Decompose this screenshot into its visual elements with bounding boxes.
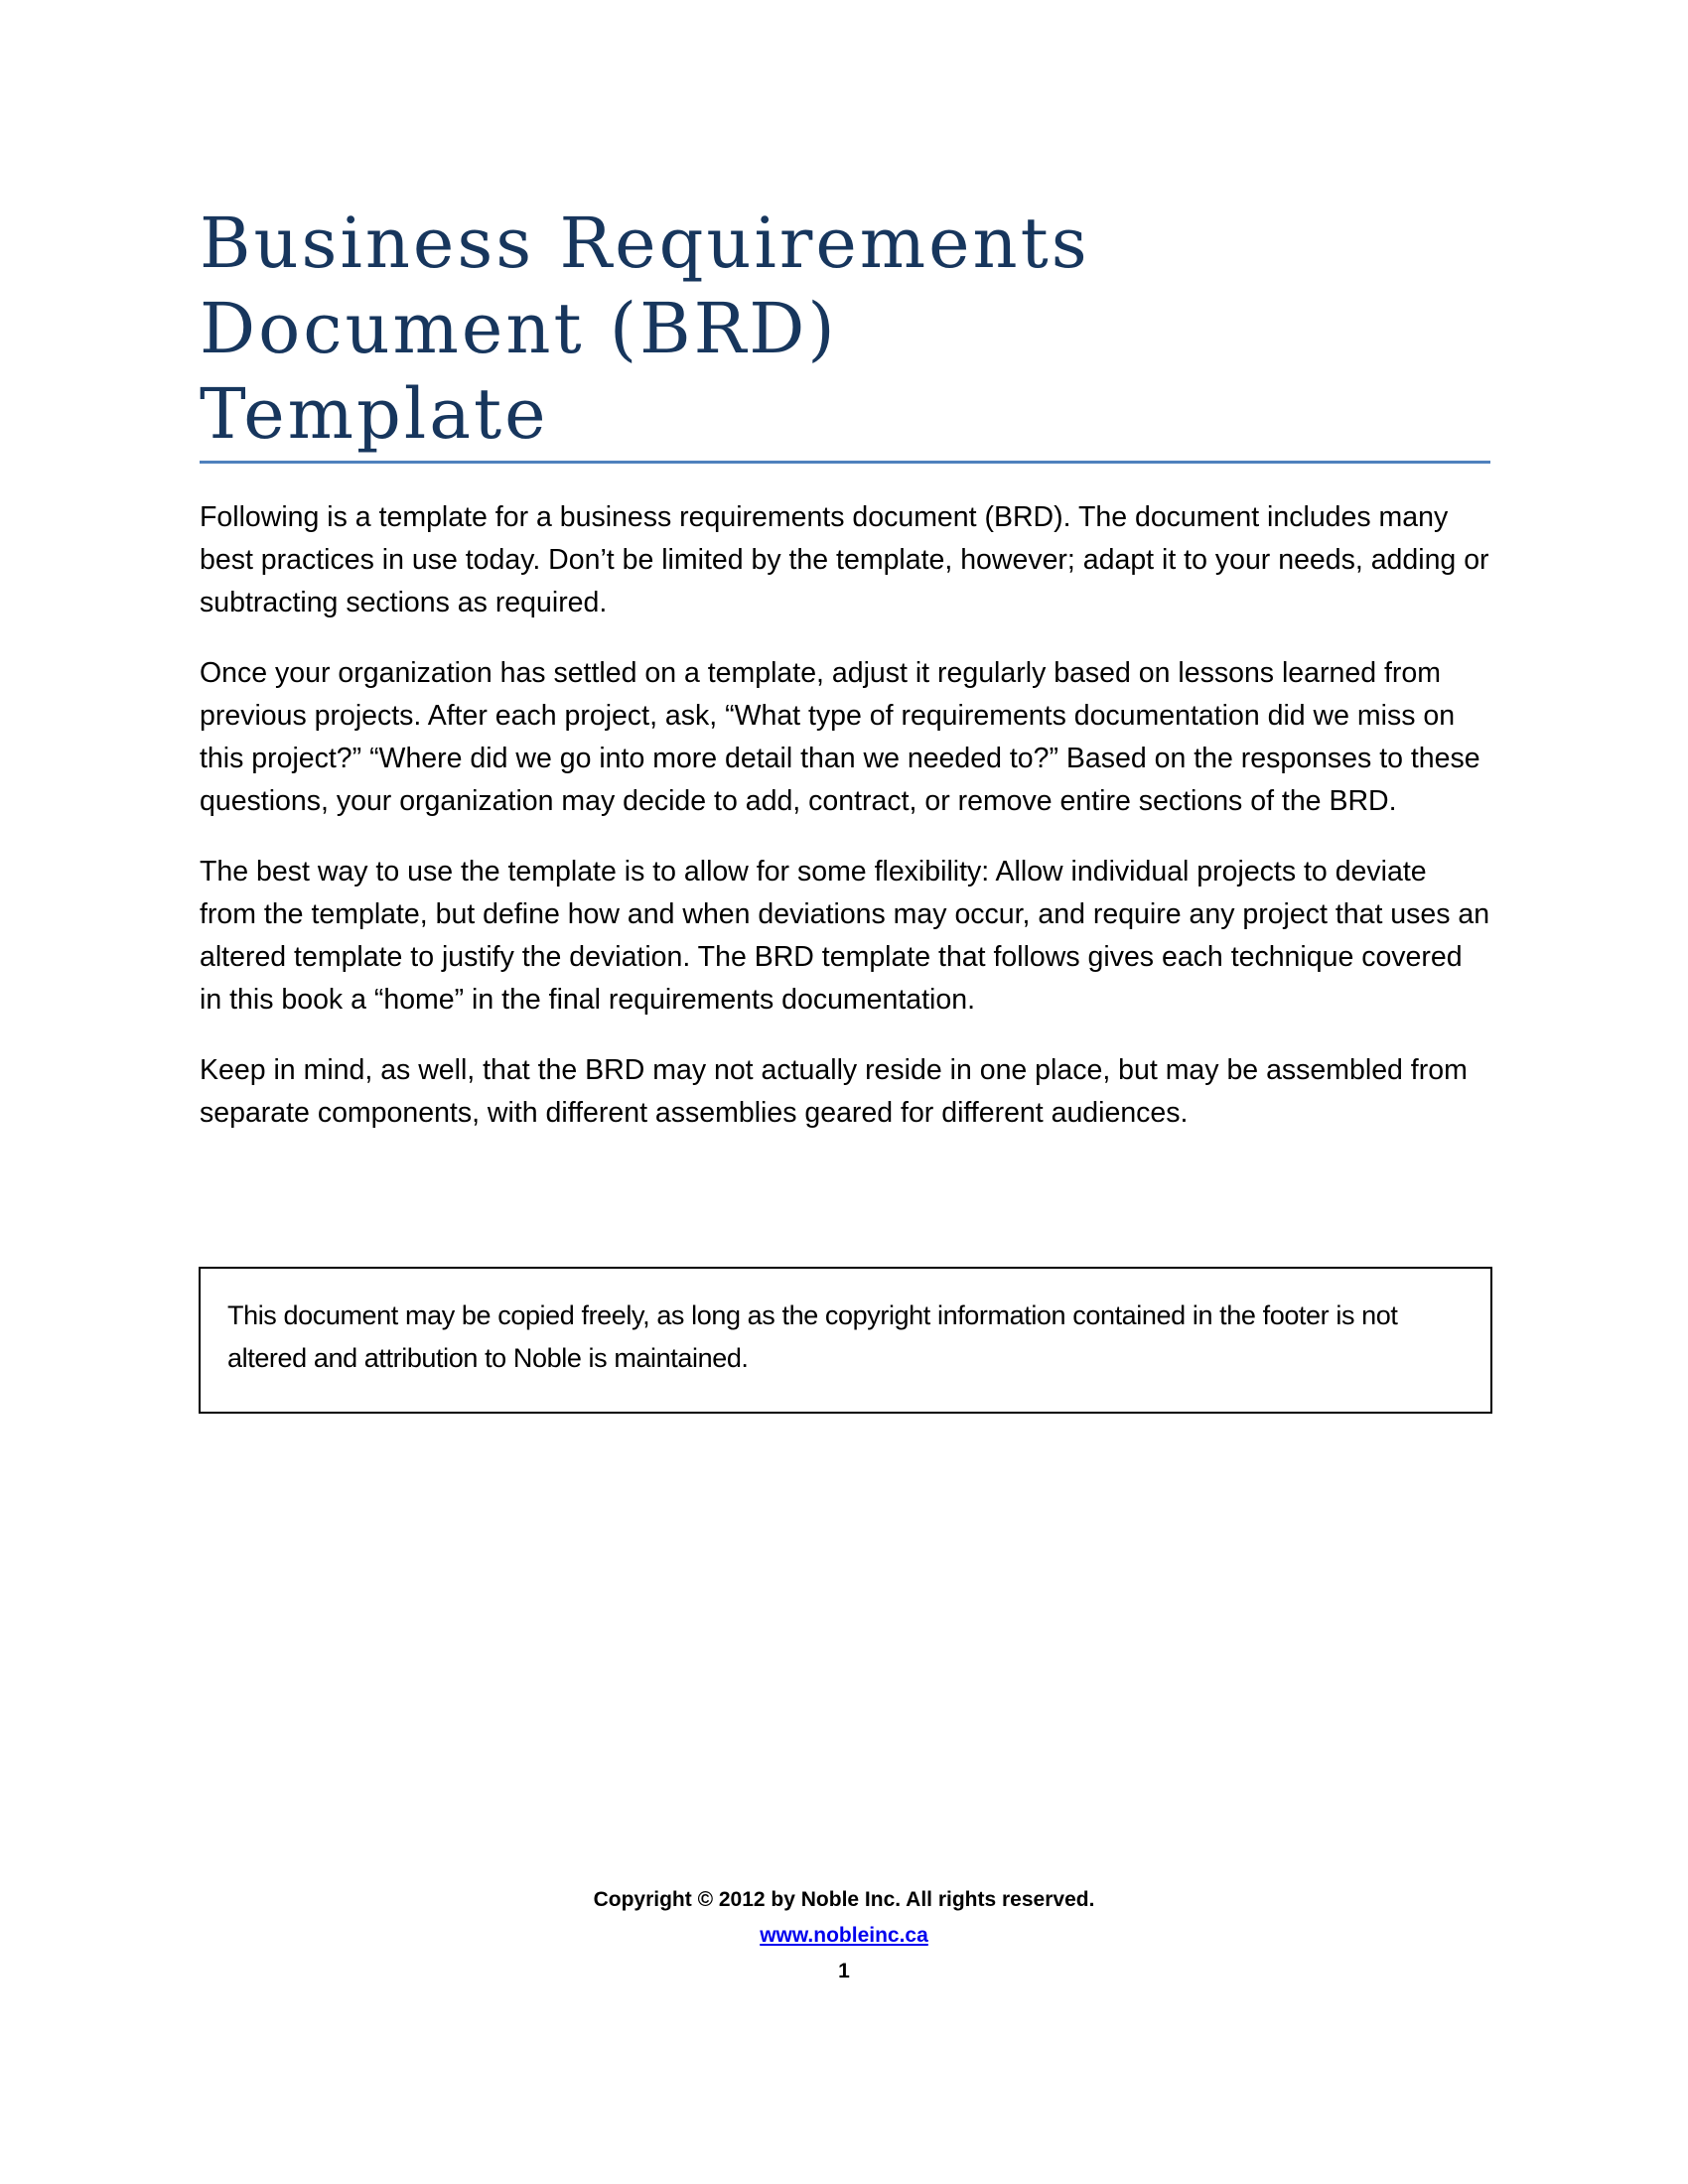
copyright-line: Copyright © 2012 by Noble Inc. All rights reserved. (593, 1888, 1095, 1911)
website-link[interactable]: www.nobleinc.ca (760, 1924, 928, 1947)
copy-notice-box (199, 1267, 1492, 1414)
title-line-2: Document (BRD) (200, 288, 838, 369)
paragraph-flexibility: The best way to use the template is to allow for some flexibility: Allow individual projects to deviate from the template, but define how and when deviations may occur, and require any project that uses an altered template to justify the deviation. The BRD template that follows gives each technique covered in this book a “home” in the final requirements documentation. (200, 856, 1490, 1016)
document-title (200, 201, 1490, 457)
title-line-1: Business Requirements (200, 203, 1090, 284)
paragraph-intro: Following is a template for a business requirements document (BRD). The document includes many best practices in use today. Don’t be limited by the template, however; adapt it to your needs, adding or subtracting sections as required. (200, 501, 1489, 618)
copy-notice-text: This document may be copied freely, as long as the copyright information contained in the footer is not altered and attribution to Noble is maintained. (227, 1300, 1398, 1373)
body-text (200, 496, 1490, 1162)
title-block (200, 201, 1490, 457)
paragraph-assembly: Keep in mind, as well, that the BRD may not actually reside in one place, but may be assembled from separate components, with different assemblies geared for different audiences. (200, 1054, 1468, 1129)
page-footer (0, 1882, 1688, 1989)
paragraph-adjust-template: Once your organization has settled on a template, adjust it regularly based on lessons learned from previous projects. After each project, ask, “What type of requirements documentation did we miss on this project?” “Where did we go into more detail than we needed to?” Based on the responses to these questions, your organization may decide to add, contract, or remove entire sections of the BRD. (200, 657, 1480, 817)
title-line-3: Template (200, 373, 549, 455)
title-underline-rule (200, 461, 1490, 464)
page-number: 1 (838, 1960, 850, 1982)
